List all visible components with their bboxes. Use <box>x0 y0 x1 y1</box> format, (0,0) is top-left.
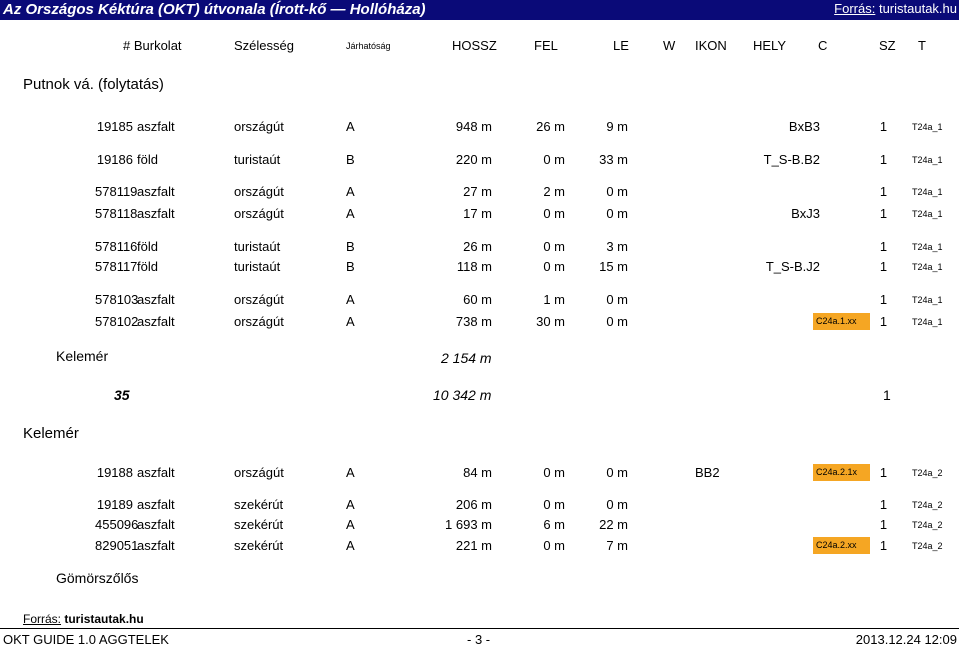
cell-t: T24a_1 <box>912 209 943 219</box>
cell-icon-code: BxJ3 <box>791 206 820 221</box>
cell-c: 1 <box>879 465 888 480</box>
section-title-putnok: Putnok vá. (folytatás) <box>23 76 164 93</box>
cell-length: 1 693 m <box>445 517 492 532</box>
cell-passability: B <box>346 239 355 254</box>
cell-passability: A <box>346 119 355 134</box>
cell-t: T24a_1 <box>912 122 943 132</box>
cell-t: T24a_1 <box>912 295 943 305</box>
cell-length: 27 m <box>463 184 492 199</box>
cell-length: 26 m <box>463 239 492 254</box>
cell-descent: 9 m <box>606 119 628 134</box>
cell-c: 1 <box>879 119 888 134</box>
cell-c: 1 <box>879 517 888 532</box>
cell-passability: A <box>346 465 355 480</box>
cell-id: 578103 <box>95 292 139 307</box>
cell-length: 738 m <box>455 314 492 329</box>
cell-descent: 0 m <box>606 465 628 480</box>
cell-t: T24a_1 <box>912 262 943 272</box>
cell-ascent: 0 m <box>543 239 565 254</box>
cell-c: 1 <box>879 206 888 221</box>
bottom-source-site: turistautak.hu <box>64 612 144 626</box>
cell-t: T24a_2 <box>912 500 943 510</box>
cell-ascent: 0 m <box>543 152 565 167</box>
cell-t: T24a_2 <box>912 520 943 530</box>
cell-passability: A <box>346 517 355 532</box>
cell-surface: aszfalt <box>137 292 175 307</box>
cell-id: 578119 <box>95 184 138 199</box>
cell-id: 19185 <box>96 119 133 134</box>
cell-width-class: szekérút <box>234 538 284 553</box>
total-length: 10 342 m <box>433 387 492 403</box>
cell-length: 948 m <box>455 119 492 134</box>
cell-descent: 0 m <box>606 206 628 221</box>
cell-icon-code: T_S-B.B2 <box>763 152 820 167</box>
cell-ascent: 0 m <box>543 259 565 274</box>
footer-page-number: - 3 - <box>467 632 491 647</box>
cell-surface: aszfalt <box>137 497 175 512</box>
col-header-sz: SZ <box>879 38 896 53</box>
cell-width-class: turistaút <box>234 152 281 167</box>
cell-id: 578116 <box>95 239 138 254</box>
cell-c: 1 <box>879 239 888 254</box>
cell-passability: B <box>346 152 355 167</box>
document-title: Az Országos Kéktúra (OKT) útvonala (Írott-kő — Hollóháza) <box>3 1 426 18</box>
footer-divider <box>0 628 959 629</box>
source-label: Forrás: <box>834 1 876 16</box>
cell-t: T24a_1 <box>912 317 943 327</box>
cell-c: 1 <box>879 259 888 274</box>
cell-t: T24a_2 <box>912 541 943 551</box>
cell-descent: 22 m <box>599 517 628 532</box>
cell-surface: aszfalt <box>137 206 175 221</box>
cell-descent: 15 m <box>599 259 628 274</box>
col-header-passability: Járhatóság <box>346 41 391 51</box>
cell-width-class: országút <box>234 292 284 307</box>
cell-t: T24a_1 <box>912 187 943 197</box>
total-count: 35 <box>114 387 130 403</box>
col-header-c: C <box>818 38 828 53</box>
cell-surface: aszfalt <box>137 184 175 199</box>
cell-descent: 0 m <box>606 292 628 307</box>
cell-passability: A <box>346 314 355 329</box>
cell-place: C24a.2.1x <box>816 467 858 477</box>
cell-ascent: 0 m <box>543 465 565 480</box>
cell-descent: 0 m <box>606 184 628 199</box>
cell-id: 578117 <box>95 259 138 274</box>
title-bar <box>0 0 959 20</box>
cell-id: 578118 <box>95 206 138 221</box>
cell-ascent: 0 m <box>543 206 565 221</box>
place-highlight <box>813 537 870 554</box>
cell-surface: aszfalt <box>137 119 175 134</box>
cell-length: 118 m <box>456 259 492 274</box>
cell-length: 221 m <box>455 538 492 553</box>
col-header-down: LE <box>613 38 629 53</box>
cell-id: 19186 <box>96 152 133 167</box>
col-header-place: HELY <box>753 38 786 53</box>
cell-c: 1 <box>879 538 888 553</box>
cell-surface: aszfalt <box>137 314 175 329</box>
cell-passability: A <box>346 184 355 199</box>
cell-descent: 0 m <box>606 314 628 329</box>
source-site: turistautak.hu <box>878 1 957 16</box>
cell-surface: föld <box>137 239 158 254</box>
col-header-w: W <box>663 38 676 53</box>
cell-id: 19188 <box>96 465 133 480</box>
summary-length: 2 154 m <box>441 350 492 366</box>
cell-waypoint: BB2 <box>695 465 720 480</box>
cell-width-class: turistaút <box>234 239 281 254</box>
cell-ascent: 26 m <box>536 119 565 134</box>
cell-passability: A <box>346 206 355 221</box>
cell-passability: A <box>346 497 355 512</box>
cell-length: 60 m <box>463 292 492 307</box>
cell-c: 1 <box>879 292 888 307</box>
cell-c: 1 <box>879 497 888 512</box>
cell-t: T24a_2 <box>912 468 943 478</box>
cell-passability: A <box>346 538 355 553</box>
cell-icon-code: T_S-B.J2 <box>765 259 820 274</box>
cell-surface: föld <box>137 259 158 274</box>
place-highlight <box>813 313 870 330</box>
section-title-kelemer: Kelemér <box>23 425 79 442</box>
bottom-source-label: Forrás: <box>23 612 62 626</box>
cell-place: C24a.1.xx <box>816 316 857 326</box>
col-header-t: T <box>918 38 926 53</box>
cell-length: 220 m <box>455 152 492 167</box>
cell-descent: 3 m <box>606 239 628 254</box>
cell-ascent: 0 m <box>543 538 565 553</box>
cell-width-class: szekérút <box>234 517 284 532</box>
cell-ascent: 2 m <box>543 184 565 199</box>
cell-width-class: turistaút <box>234 259 281 274</box>
total-c: 1 <box>883 387 891 403</box>
cell-width-class: országút <box>234 119 284 134</box>
cell-c: 1 <box>879 152 888 167</box>
cell-descent: 0 m <box>606 497 628 512</box>
cell-passability: B <box>346 259 355 274</box>
cell-width-class: szekérút <box>234 497 284 512</box>
source-link[interactable] <box>834 1 957 16</box>
cell-surface: aszfalt <box>137 517 175 532</box>
cell-width-class: országút <box>234 184 284 199</box>
bottom-source-link[interactable] <box>23 612 144 626</box>
cell-t: T24a_1 <box>912 155 943 165</box>
cell-icon-code: BxB3 <box>788 119 820 134</box>
cell-length: 17 m <box>463 206 492 221</box>
cell-place: C24a.2.xx <box>816 540 857 550</box>
cell-surface: aszfalt <box>137 538 175 553</box>
cell-length: 206 m <box>455 497 492 512</box>
col-header-length: HOSSZ <box>452 38 497 53</box>
cell-ascent: 30 m <box>536 314 565 329</box>
col-header-up: FEL <box>534 38 558 53</box>
cell-ascent: 0 m <box>543 497 565 512</box>
cell-id: 578102 <box>95 314 139 329</box>
col-header-number-surface: # Burkolat <box>123 38 182 53</box>
cell-surface: föld <box>137 152 158 167</box>
cell-t: T24a_1 <box>912 242 943 252</box>
cell-passability: A <box>346 292 355 307</box>
cell-width-class: országút <box>234 314 284 329</box>
cell-c: 1 <box>879 314 888 329</box>
cell-surface: aszfalt <box>137 465 175 480</box>
footer-guide: OKT GUIDE 1.0 AGGTELEK <box>3 632 169 647</box>
cell-ascent: 6 m <box>543 517 565 532</box>
cell-id: 829051 <box>95 538 139 553</box>
cell-ascent: 1 m <box>543 292 565 307</box>
section-title-gomorszolos: Gömörszőlős <box>56 570 139 586</box>
cell-width-class: országút <box>234 465 284 480</box>
col-header-width: Szélesség <box>234 38 294 53</box>
place-highlight <box>813 464 870 481</box>
summary-place: Kelemér <box>56 348 109 364</box>
cell-id: 19189 <box>96 497 133 512</box>
footer-timestamp: 2013.12.24 12:09 <box>855 632 957 647</box>
cell-length: 84 m <box>463 465 492 480</box>
col-header-icon: IKON <box>695 38 727 53</box>
cell-descent: 33 m <box>599 152 628 167</box>
cell-id: 455096 <box>95 517 139 532</box>
cell-descent: 7 m <box>606 538 628 553</box>
cell-width-class: országút <box>234 206 284 221</box>
cell-c: 1 <box>879 184 888 199</box>
